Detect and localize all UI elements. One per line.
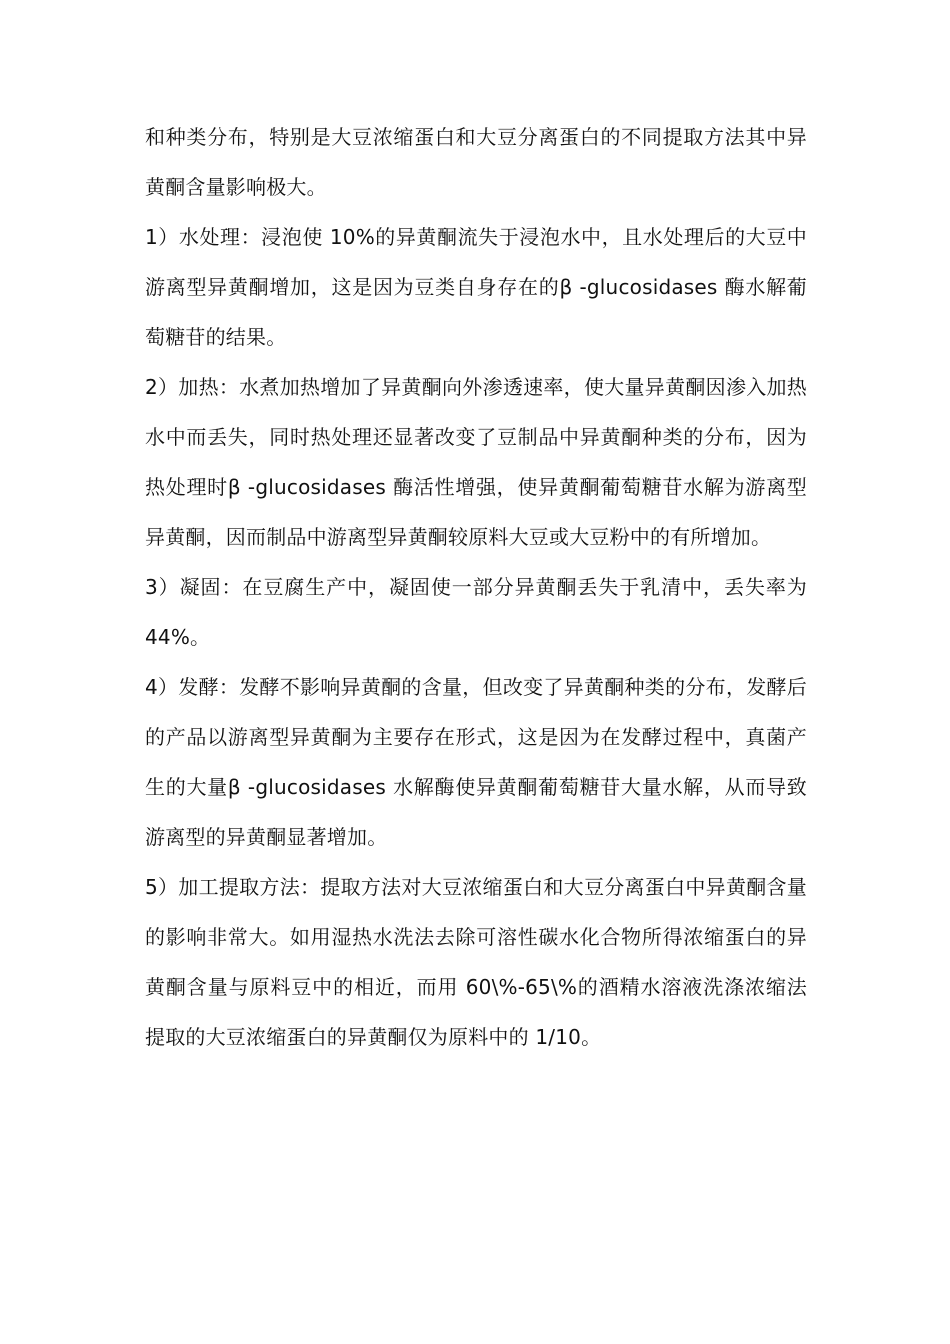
paragraph-heating: 2）加热：水煮加热增加了异黄酮向外渗透速率，使大量异黄酮因渗入加热水中而丢失，同时热处理还显著改变了豆制品中异黄酮种类的分布，因为热处理时β -glucosidases 酶活性增强，使异黄酮葡萄糖苷水解为游离型异黄酮，因而制品中游离型异黄酮较原料大豆或大豆粉中的有所增加。 xyxy=(145,375,807,549)
paragraph-extraction-method: 5）加工提取方法：提取方法对大豆浓缩蛋白和大豆分离蛋白中异黄酮含量的影响非常大。如用湿热水洗法去除可溶性碳水化合物所得浓缩蛋白的异黄酮含量与原料豆中的相近，而用 60\%-65\%的酒精水溶液洗涤浓缩法提取的大豆浓缩蛋白的异黄酮仅为原料中的 1/10。 xyxy=(145,875,807,1049)
paragraph-water-treatment: 1）水处理：浸泡使 10%的异黄酮流失于浸泡水中，且水处理后的大豆中游离型异黄酮增加，这是因为豆类自身存在的β -glucosidases 酶水解葡萄糖苷的结果。 xyxy=(145,225,807,349)
document-body xyxy=(145,112,807,1062)
paragraph-intro: 和种类分布，特别是大豆浓缩蛋白和大豆分离蛋白的不同提取方法其中异黄酮含量影响极大。 xyxy=(145,125,807,199)
paragraph-coagulation: 3）凝固：在豆腐生产中，凝固使一部分异黄酮丢失于乳清中，丢失率为 44%。 xyxy=(145,575,807,649)
paragraph-fermentation: 4）发酵：发酵不影响异黄酮的含量，但改变了异黄酮种类的分布，发酵后的产品以游离型异黄酮为主要存在形式，这是因为在发酵过程中，真菌产生的大量β -glucosidases 水解酶使异黄酮葡萄糖苷大量水解，从而导致游离型的异黄酮显著增加。 xyxy=(145,675,807,849)
